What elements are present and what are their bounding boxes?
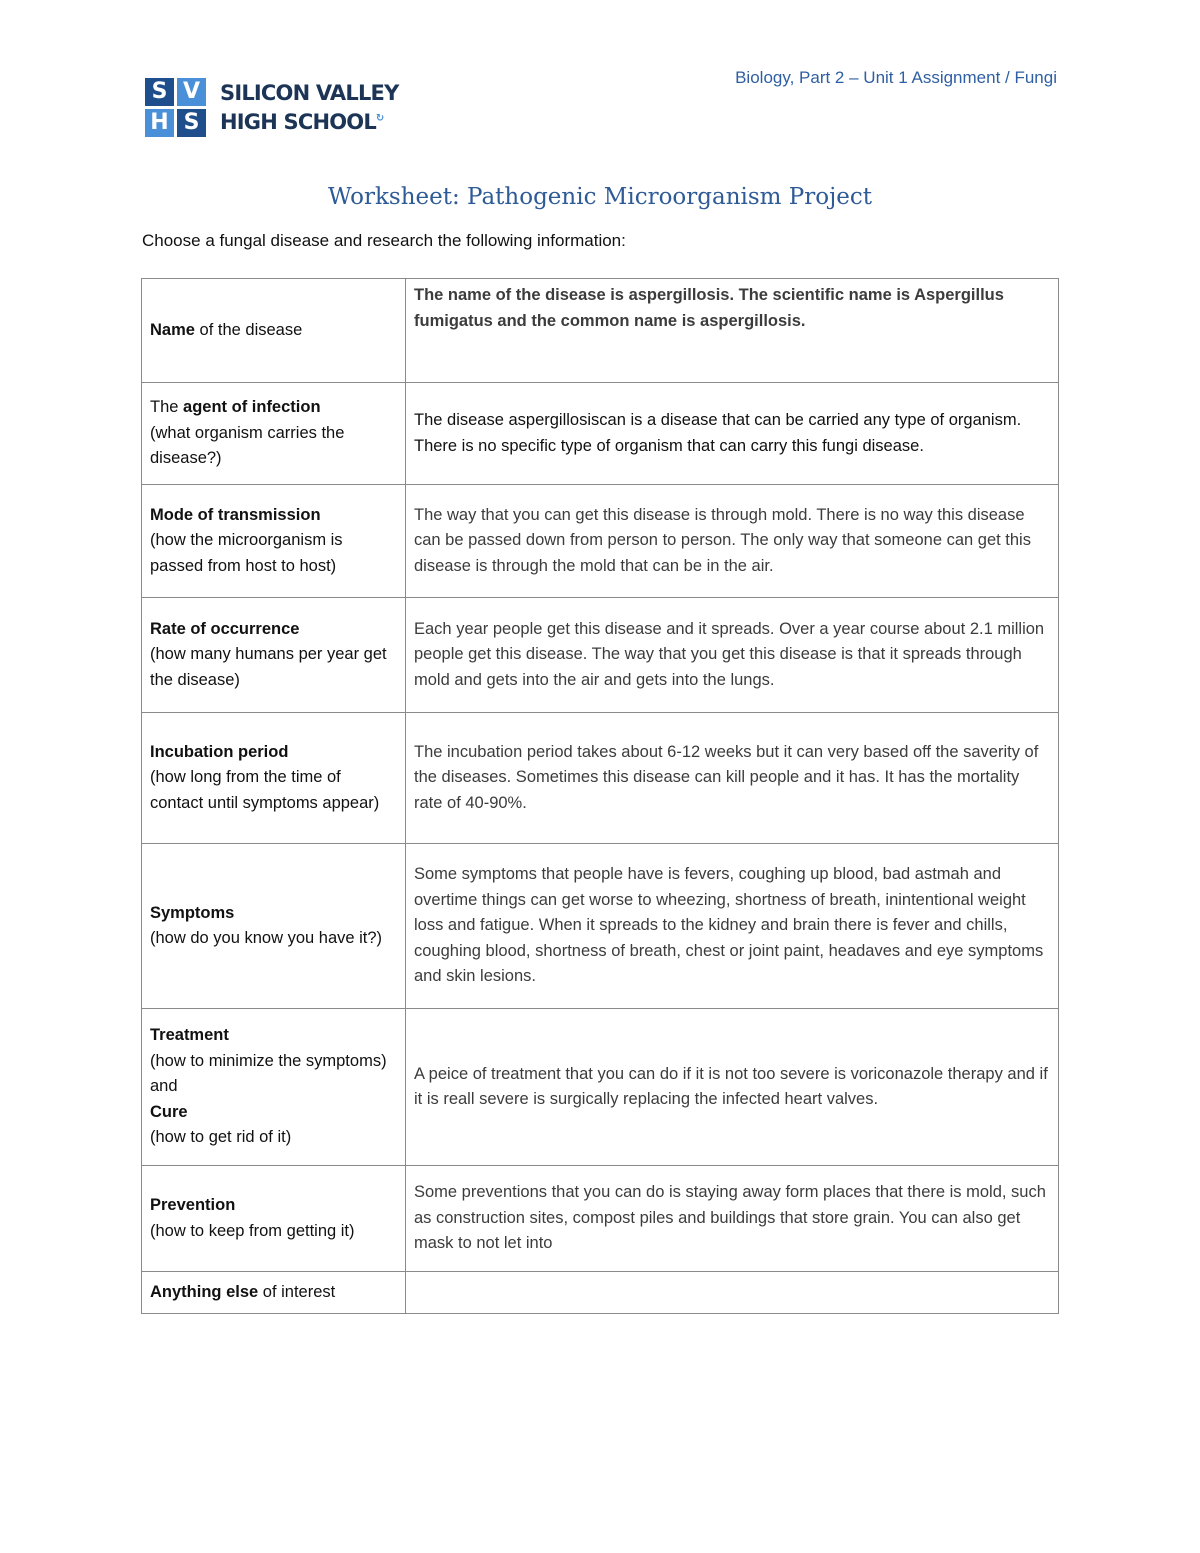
logo-letter: S bbox=[177, 109, 206, 137]
course-header: Biology, Part 2 – Unit 1 Assignment / Fungi bbox=[735, 68, 1057, 87]
label-bold: Prevention bbox=[150, 1196, 236, 1214]
table-row bbox=[142, 1009, 1059, 1166]
label-sub: (how to minimize the symptoms) and bbox=[150, 1051, 387, 1096]
label-bold: agent of infection bbox=[183, 398, 321, 417]
row-label bbox=[142, 598, 406, 713]
label-bold-2: Cure bbox=[150, 1102, 188, 1121]
answer-text: Some symptoms that people have is fevers, coughing up blood, bad astmah and overtime things can get worse to wheezing, shortness of breath, inintentional weight loss and fatigue. When it spreads to the kidney and brain there is fever and chills, coughing blood, shortness of breath, chest or joint paint, headaves and eye symptoms and skin lesions. bbox=[414, 865, 1044, 986]
label-bold: Incubation period bbox=[150, 742, 289, 761]
table-row bbox=[142, 383, 1059, 485]
table-row bbox=[142, 598, 1059, 713]
answer-text: Each year people get this disease and it spreads. Over a year course about 2.1 million people get this disease. The way that you get this disease is that it spreads through mold and gets into the air and gets into the lungs. bbox=[414, 619, 1045, 689]
row-answer[interactable] bbox=[406, 598, 1059, 713]
school-logo bbox=[145, 78, 398, 137]
worksheet-table bbox=[141, 278, 1059, 1314]
label-sub: (how long from the time of contact until symptoms appear) bbox=[150, 768, 380, 812]
label-pre: The bbox=[150, 398, 184, 417]
table-row bbox=[142, 1166, 1059, 1272]
answer-text: A peice of treatment that you can do if it is not too severe is voriconazole therapy and if it is reall severe is surgically replacing the infected heart valves. bbox=[414, 1064, 1048, 1108]
label-bold: Anything else bbox=[150, 1282, 259, 1301]
row-answer[interactable] bbox=[406, 1166, 1059, 1272]
label-rest: of the disease bbox=[194, 320, 303, 339]
row-label bbox=[142, 279, 406, 383]
label-sub: (how many humans per year get the disease) bbox=[150, 645, 387, 689]
row-answer[interactable] bbox=[406, 713, 1059, 844]
row-label bbox=[142, 1009, 406, 1166]
row-label bbox=[142, 383, 406, 485]
row-label bbox=[142, 1166, 406, 1272]
label-bold: Symptoms bbox=[150, 903, 235, 922]
label-bold: Treatment bbox=[150, 1026, 229, 1045]
page-title: Worksheet: Pathogenic Microorganism Project bbox=[328, 184, 872, 210]
table-row bbox=[142, 844, 1059, 1009]
logo-wordmark bbox=[220, 81, 398, 135]
logo-letter: H bbox=[145, 109, 174, 137]
row-label bbox=[142, 485, 406, 598]
label-sub: (how the microorganism is passed from host to host) bbox=[150, 531, 343, 575]
logo-line-1: SILICON VALLEY bbox=[220, 80, 399, 105]
answer-text: The disease aspergillosiscan is a disease that can be carried any type of organism. There is no specific type of organism that can carry this fungi disease. bbox=[414, 411, 1022, 455]
label-sub: (what organism carries the disease?) bbox=[150, 423, 345, 468]
row-answer[interactable] bbox=[406, 485, 1059, 598]
label-bold: Mode of transmission bbox=[150, 505, 321, 524]
logo-letter: V bbox=[177, 78, 206, 106]
label-bold: Rate of occurrence bbox=[150, 619, 300, 638]
logo-letter: S bbox=[145, 78, 174, 106]
label-sub: (how to keep from getting it) bbox=[150, 1221, 355, 1240]
answer-text: The incubation period takes about 6-12 weeks but it can very based off the saverity of the diseases. Sometimes this disease can kill people and it has. It has the mortality rate of 40-90%. bbox=[414, 742, 1039, 812]
row-answer[interactable] bbox=[406, 844, 1059, 1009]
row-answer[interactable] bbox=[406, 383, 1059, 485]
table-row bbox=[142, 1272, 1059, 1314]
answer-text: The name of the disease is aspergillosis. The scientific name is Aspergillus fumigatus and the common name is aspergillosis. bbox=[414, 286, 1004, 330]
label-rest: of interest bbox=[258, 1282, 336, 1301]
label-bold: Name bbox=[150, 320, 195, 339]
row-answer[interactable] bbox=[406, 279, 1059, 383]
answer-text: The way that you can get this disease is through mold. There is no way this disease can be passed down from person to person. The only way that someone can get this disease is through the mold that can be in the air. bbox=[414, 505, 1031, 575]
table-row bbox=[142, 485, 1059, 598]
table-row bbox=[142, 279, 1059, 383]
row-label bbox=[142, 1272, 406, 1314]
table-row bbox=[142, 713, 1059, 844]
row-label bbox=[142, 713, 406, 844]
label-sub: (how do you know you have it?) bbox=[150, 929, 383, 947]
logo-monogram bbox=[145, 78, 206, 137]
logo-swoosh-icon: ↻ bbox=[375, 112, 384, 124]
row-answer[interactable] bbox=[406, 1009, 1059, 1166]
label-sub-2: (how to get rid of it) bbox=[150, 1128, 292, 1147]
row-answer[interactable] bbox=[406, 1272, 1059, 1314]
row-label bbox=[142, 844, 406, 1009]
answer-text: Some preventions that you can do is staying away form places that there is mold, such as construction sites, compost piles and buildings that store grain. You can also get mask to not let into bbox=[414, 1183, 1046, 1253]
logo-line-2: HIGH SCHOOL bbox=[220, 109, 376, 134]
instructions: Choose a fungal disease and research the following information: bbox=[142, 231, 626, 250]
